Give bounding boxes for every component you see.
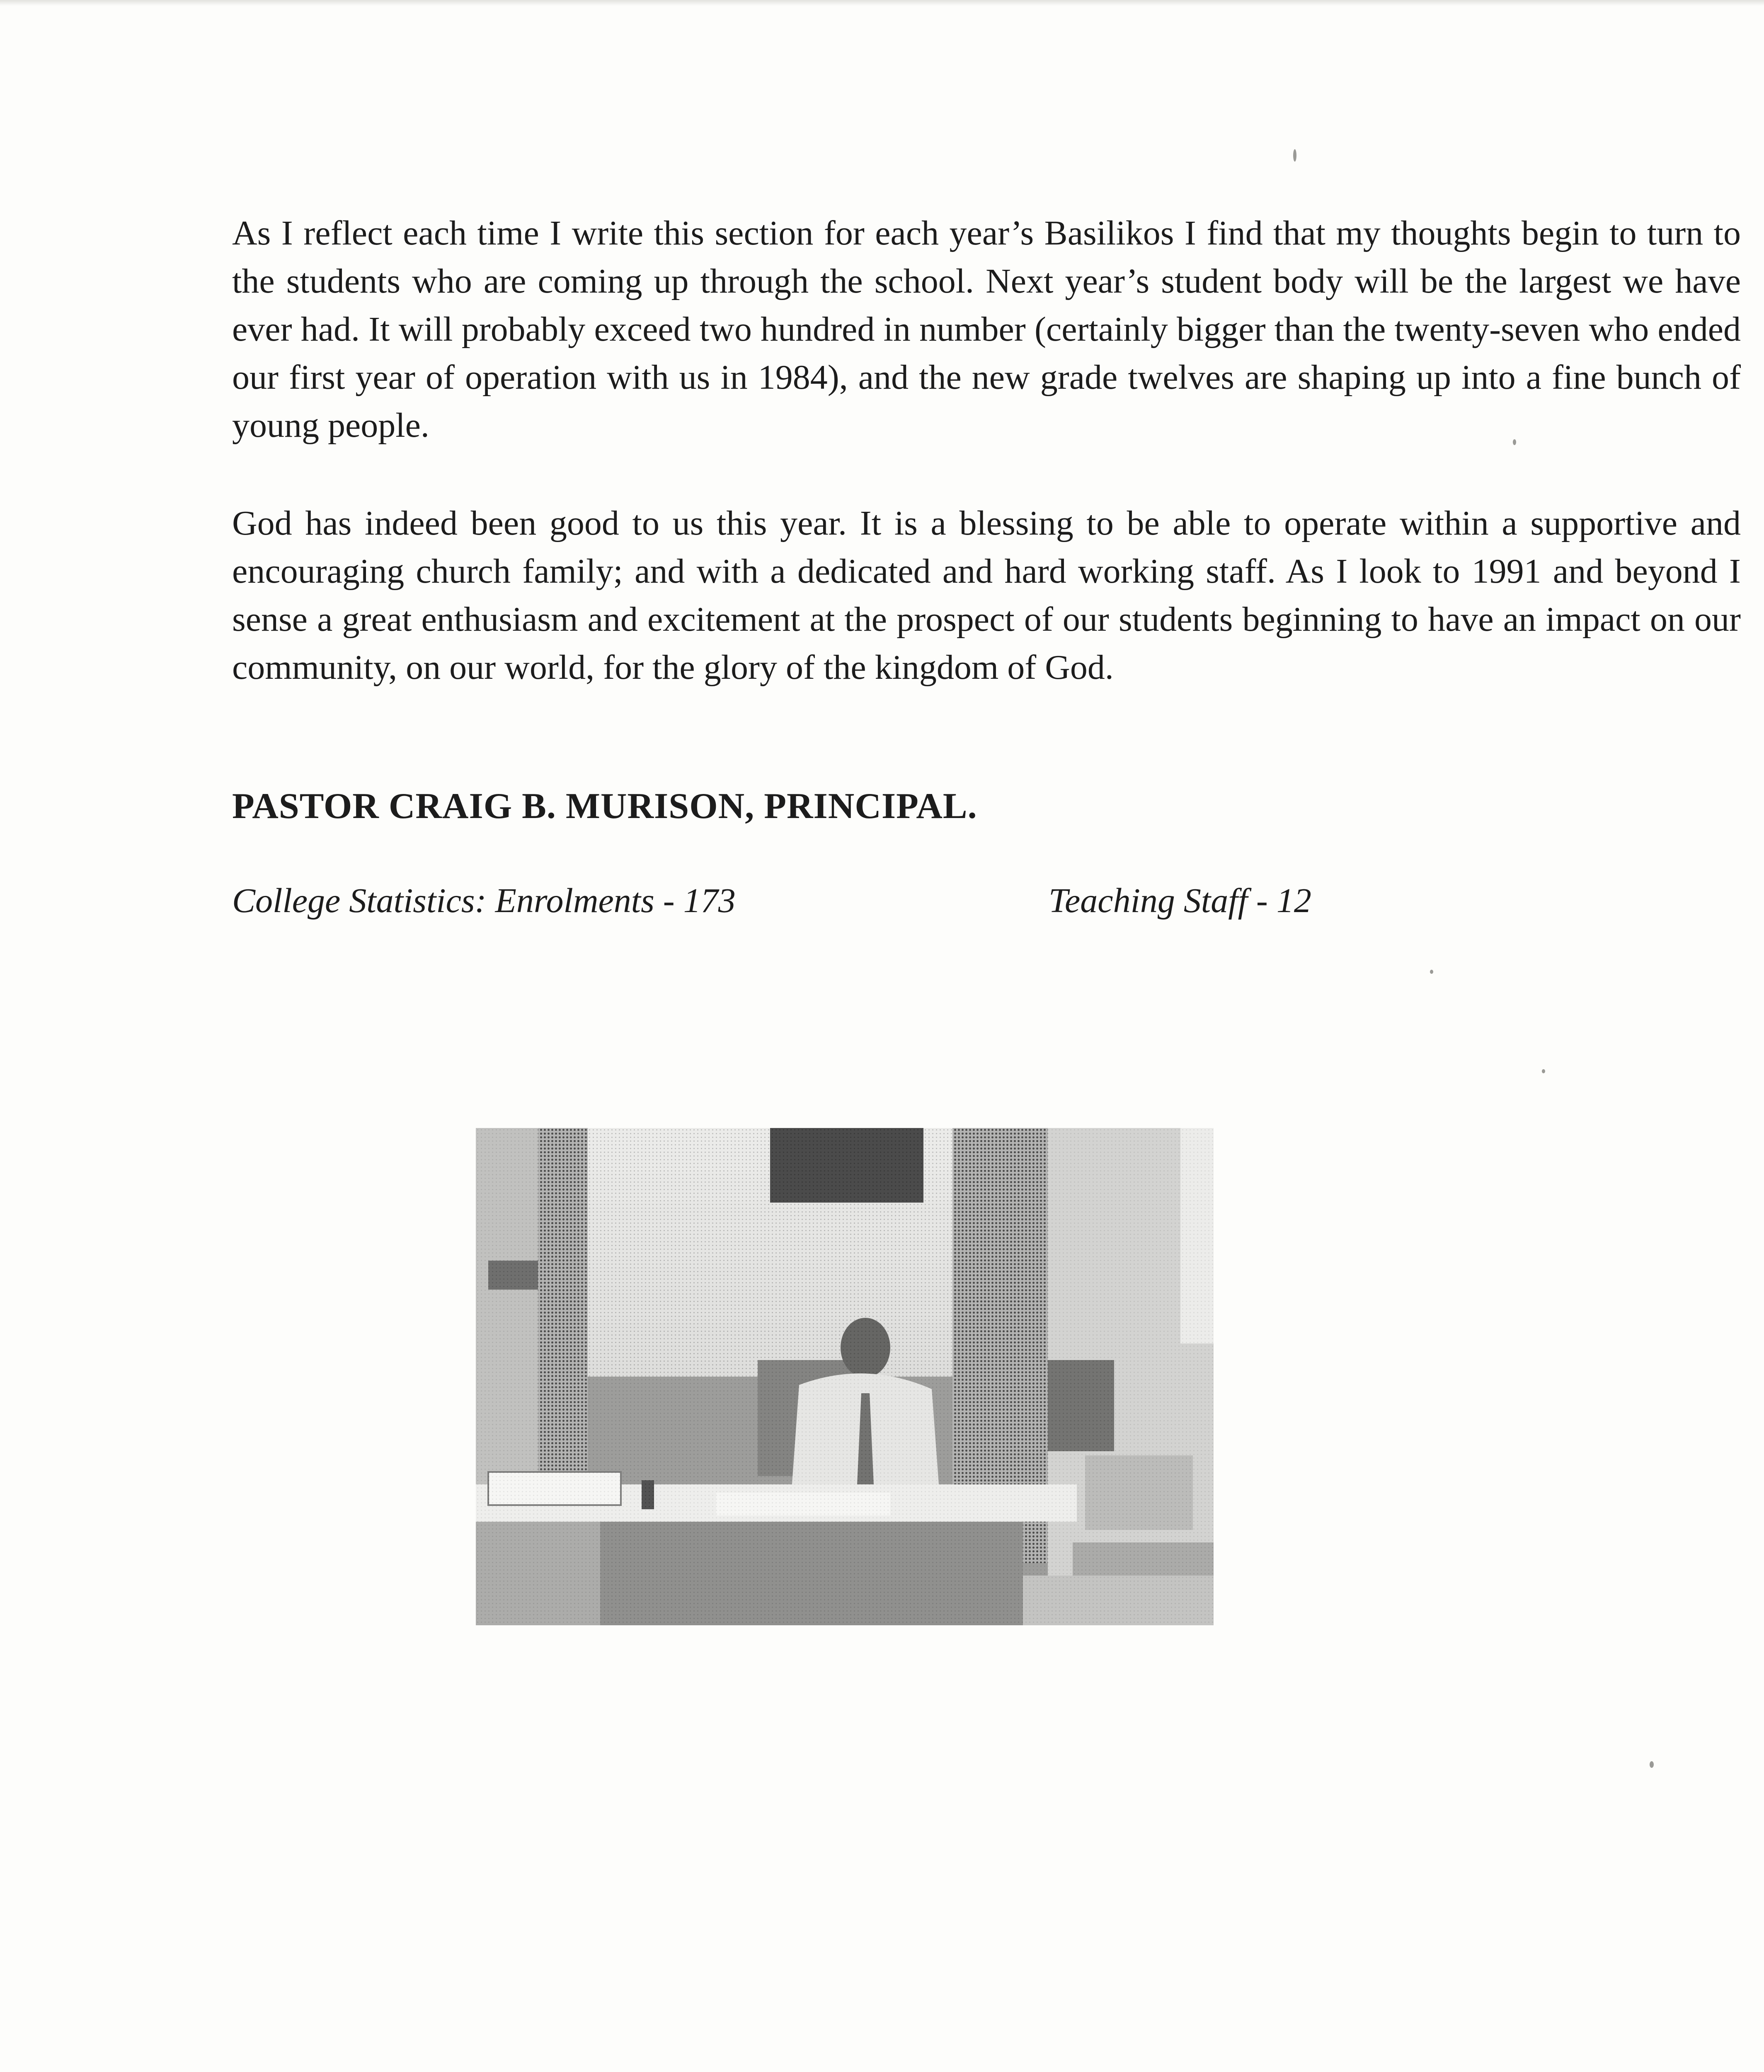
scan-speck — [1542, 1069, 1545, 1073]
scan-speck — [1293, 149, 1296, 162]
scan-speck — [1650, 1761, 1654, 1768]
enrolment-statistic: College Statistics: Enrolments - 173 — [232, 881, 736, 920]
paragraph-reflection: As I reflect each time I write this section for each year’s Basilikos I find that my thoughts begin to turn to the students who are coming up through the school. Next year’s student body will be the largest we have ever had. It will probably exceed two hundred in number (certainly bigger than the twenty-seven who ended our first year of operation with us in 1984), and the new grade twelves are shaping up into a fine bunch of young people. — [232, 214, 1741, 445]
teaching-staff-statistic: Teaching Staff - 12 — [1049, 881, 1311, 920]
paragraph-blessing: God has indeed been good to us this year. It is a blessing to be able to operate within a supportive and encouraging church family; and with a dedicated and hard working staff. As I look to 1991 and beyond I sense a great enthusiasm and excitement at the prospect of our students beginning to have an impact on our community, on our world, for the glory of the kingdom of God. — [232, 504, 1741, 687]
principal-signature: PASTOR CRAIG B. MURISON, PRINCIPAL. — [232, 786, 977, 826]
scan-speck — [1430, 970, 1433, 974]
scan-speck — [1513, 439, 1516, 445]
principal-office-photo — [476, 1128, 1214, 1625]
page-top-edge — [0, 0, 1764, 6]
